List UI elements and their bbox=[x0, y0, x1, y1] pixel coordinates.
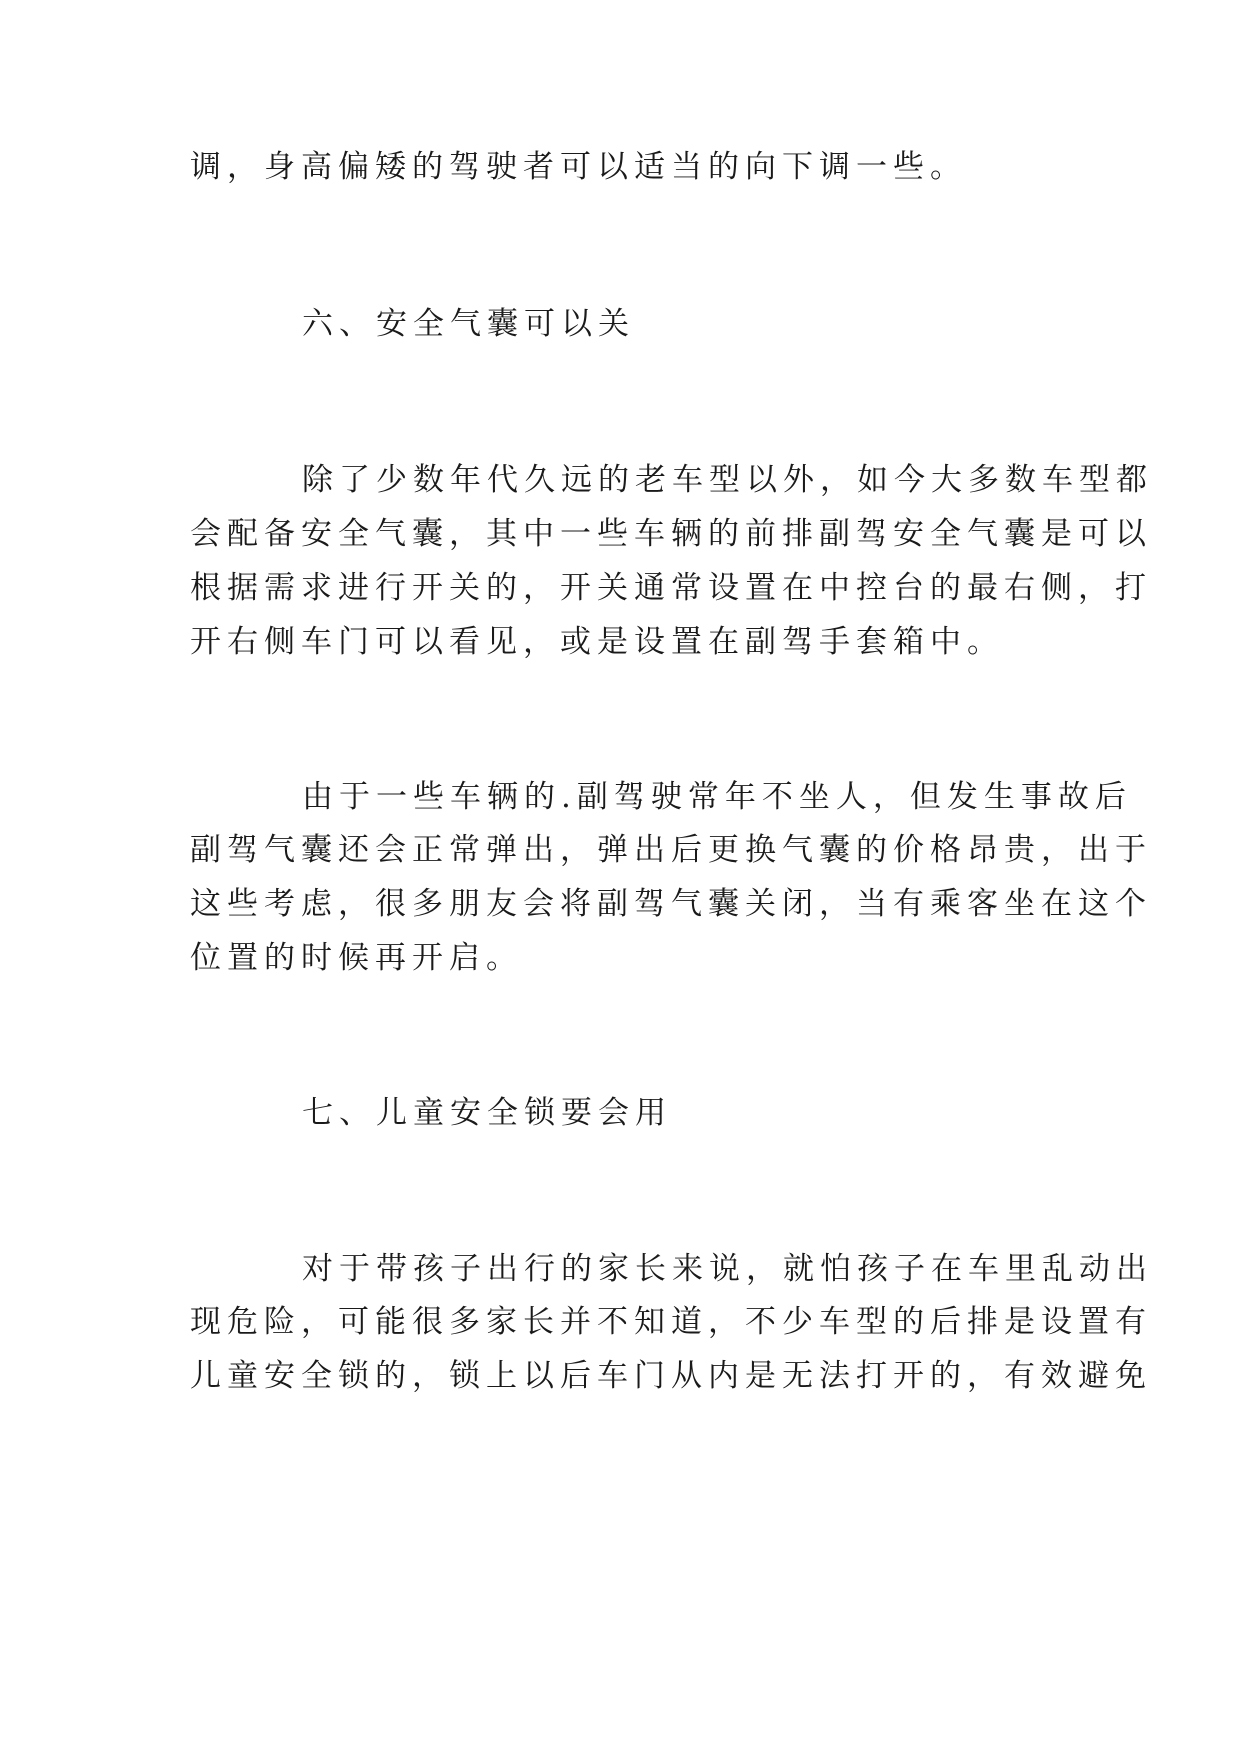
paragraph-line: 会配备安全气囊，其中一些车辆的前排副驾安全气囊是可以 bbox=[190, 516, 1152, 552]
paragraph-line: 副驾气囊还会正常弹出，弹出后更换气囊的价格昂贵，出于 bbox=[190, 832, 1152, 868]
paragraph-line: 这些考虑，很多朋友会将副驾气囊关闭，当有乘客坐在这个 bbox=[190, 886, 1152, 922]
paragraph-line: 位置的时候再开启。 bbox=[190, 940, 523, 976]
section-heading-6: 六、安全气囊可以关 bbox=[302, 306, 635, 342]
paragraph-line: 根据需求进行开关的，开关通常设置在中控台的最右侧，打 bbox=[190, 570, 1152, 606]
paragraph-line: 调，身高偏矮的驾驶者可以适当的向下调一些。 bbox=[190, 149, 967, 185]
paragraph-line: 开右侧车门可以看见，或是设置在副驾手套箱中。 bbox=[190, 624, 1004, 660]
section-heading-7: 七、儿童安全锁要会用 bbox=[302, 1095, 672, 1131]
paragraph-line: 儿童安全锁的，锁上以后车门从内是无法打开的，有效避免 bbox=[190, 1358, 1152, 1394]
paragraph-line: 现危险，可能很多家长并不知道，不少车型的后排是设置有 bbox=[190, 1304, 1152, 1340]
paragraph-line: 对于带孩子出行的家长来说，就怕孩子在车里乱动出 bbox=[302, 1251, 1153, 1287]
paragraph-line: 除了少数年代久远的老车型以外，如今大多数车型都 bbox=[302, 462, 1153, 498]
paragraph-line: 由于一些车辆的.副驾驶常年不坐人，但发生事故后 bbox=[302, 779, 1132, 815]
